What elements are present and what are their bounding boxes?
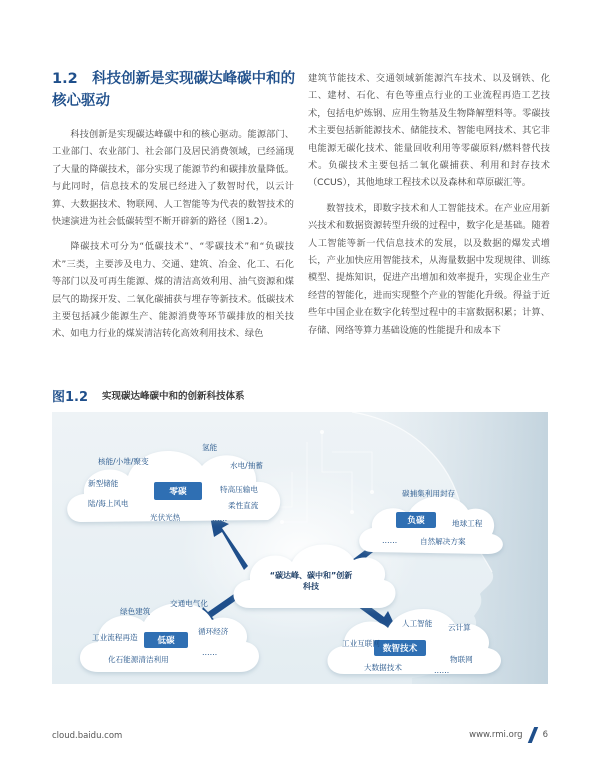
low-item-circular: 循环经济	[198, 627, 229, 636]
zero-item-hydrogen: 氢能	[202, 443, 218, 452]
low-item-more: ……	[202, 648, 218, 657]
zero-item-nuclear: 核能/小堆/聚变	[98, 457, 149, 466]
digital-item-bigdata: 大数据技术	[364, 663, 402, 672]
negative-item-more: ……	[382, 536, 398, 545]
footer-right	[469, 727, 548, 743]
digital-item-iot: 物联网	[450, 655, 473, 664]
zero-item-hydro: 水电/抽蓄	[230, 461, 263, 470]
left-paragraph-2: 降碳技术可分为“低碳技术”、“零碳技术”和“负碳技术”三类，主要涉及电力、交通、建筑、冶金、化工、石化等部门以及可再生能源、煤的清洁高效利用、油气资源和煤层气的勘探开发、二氧化碳捕获与埋存等新技术。低碳技术主要包括减少能源生产、能源消费等环节碳排放的相关技术、如电力行业的煤炭清洁转化高效利用技术、绿色	[52, 241, 294, 340]
left-paragraph-1: 科技创新是实现碳达峰碳中和的核心驱动。能源部门、工业部门、农业部门、社会部门及居民消费领域，已经涌现了大量的降碳技术，部分实现了能源节约和碳排放量降低。与此同时，信息技术的发展已经进入了数智时代，以云计算、大数据技术、物联网、人工智能等为代表的数智技术的快速演进为社会低碳转型不断开辟新的路径（图1.2）。	[52, 129, 294, 228]
zero-item-storage: 新型储能	[88, 479, 119, 488]
footer-left-url[interactable]: cloud.baidu.com	[52, 731, 123, 741]
figure-background-art	[52, 412, 548, 684]
digital-item-more: ……	[434, 666, 450, 675]
negative-carbon-title: 负碳	[407, 516, 425, 526]
low-item-building: 绿色建筑	[120, 607, 151, 616]
negative-item-geo: 地球工程	[452, 519, 483, 528]
low-item-transport: 交通电气化	[170, 599, 208, 608]
digital-item-ai: 人工智能	[402, 619, 433, 628]
zero-item-solar: 光伏光热	[150, 513, 181, 522]
right-paragraph-2: 数智技术，即数字技术和人工智能技术。在产业应用新兴技术和数据资源转型升级的过程中，数字化是基础。随着人工智能等新一代信息技术的发展，以及数据的爆发式增长，产业加快应用智能技术，从海量数据中发现规律、训练模型、提炼知识，促进产出增加和效率提升，实现企业生产经营的智能化，进而实现整个产业的智能化升级。得益于近些年中国企业在数字化转型过程中的丰富数据积累；计算、存储、网络等算力基础设施的性能提升和成本下	[308, 202, 550, 336]
tech-system-figure	[52, 412, 548, 684]
figure-label: 图1.2	[52, 389, 89, 405]
figure-caption	[52, 385, 548, 405]
zero-item-wind: 陆/海上风电	[88, 499, 129, 508]
slash-divider-icon	[527, 727, 537, 743]
digital-item-cloud: 云计算	[448, 623, 471, 632]
right-paragraph-1: 建筑节能技术、交通领域新能源汽车技术、以及钢铁、化工、建材、石化、有色等重点行业的工业流程再造工艺技术，包括电炉炼钢、应用生物基及生物降解塑料等。零碳技术主要包括新能源技术、储能技术、智能电网技术、其它非电能源无碳化技术、能量回收利用等零碳原料/燃料替代技术。负碳技术主要包括二氧化碳捕获、利用和封存技术（CCUS），其他地球工程技术以及森林和草原碳汇等。	[308, 73, 550, 189]
figure-title: 实现碳达峰碳中和的创新科技体系	[102, 391, 245, 402]
low-item-fossil: 化石能源清洁利用	[108, 655, 169, 664]
low-carbon-title: 低碳	[157, 636, 175, 646]
page-number: 6	[542, 730, 548, 740]
right-column	[308, 70, 550, 347]
section-title: 1.2 科技创新是实现碳达峰碳中和的核心驱动	[52, 71, 296, 109]
zero-carbon-title: 零碳	[169, 487, 187, 497]
digital-item-iiot: 工业互联网	[342, 639, 380, 648]
negative-item-ccus: 碳捕集利用封存	[402, 489, 456, 498]
zero-item-more: ……	[212, 514, 228, 523]
digital-title: 数智技术	[382, 644, 418, 654]
left-column	[52, 126, 294, 351]
negative-item-nature: 自然解决方案	[420, 537, 466, 546]
center-title: “碳达峰、碳中和”创新科技	[269, 571, 353, 591]
footer-right-url[interactable]: www.rmi.org	[469, 730, 523, 740]
zero-item-flexdc: 柔性直流	[228, 501, 259, 510]
zero-item-uhv: 特高压输电	[220, 485, 258, 494]
low-item-process: 工业流程再造	[92, 633, 138, 642]
